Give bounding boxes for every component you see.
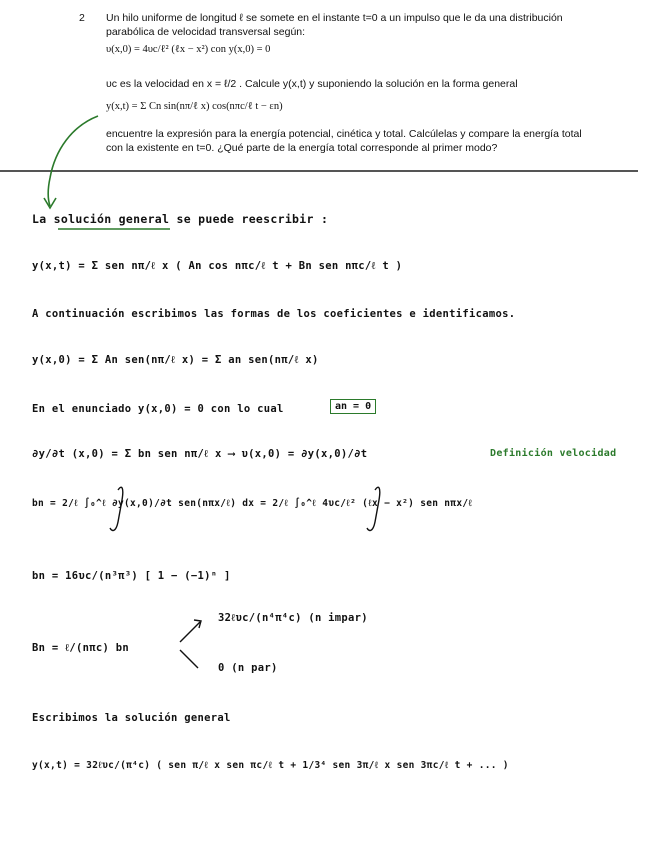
final-solution: y(x,t) = 32ℓυc/(π⁴c) ( sen π/ℓ x sen πc/ℓ t + 1/3⁴ sen 3π/ℓ x sen 3πc/ℓ t + ... ): [32, 760, 509, 771]
initial-displacement-equation: y(x,0) = Σ An sen(nπ/ℓ x) = Σ an sen(nπ/ℓ x): [32, 354, 319, 366]
problem-line-2: parabólica de velocidad transversal según:: [106, 26, 306, 38]
capital-bn-result: Bn = ℓ/(nπc) bn: [32, 642, 129, 654]
write-solution-line: Escribimos la solución general: [32, 712, 231, 724]
problem-line-4: encuentre la expresión para la energía potencial, cinética y total. Calcúlelas y compare la energía total: [106, 128, 582, 140]
general-solution: y(x,t) = Σ sen nπ/ℓ x ( An cos nπc/ℓ t + Bn sen nπc/ℓ t ): [32, 260, 403, 272]
an-zero-box: an = 0: [330, 399, 376, 414]
bn-odd-case: 32ℓυc/(n⁴π⁴c) (n impar): [218, 612, 368, 624]
problem-line-1: Un hilo uniforme de longitud ℓ se somete en el instante t=0 a un impulso que le da una distribución: [106, 12, 563, 24]
bn-integral-equation: bn = 2/ℓ ∫₀^ℓ ∂y(x,0)/∂t sen(nπx/ℓ) dx = 2/ℓ ∫₀^ℓ 4υc/ℓ² (ℓx − x²) sen nπx/ℓ: [32, 498, 473, 509]
velocity-definition-label: Definición velocidad: [490, 448, 617, 459]
intro-line: La solución general se puede reescribir :: [32, 212, 329, 226]
bn-even-case: 0 (n par): [218, 662, 278, 674]
velocity-equation: υ(x,0) = 4υc/ℓ² (ℓx − x²) con y(x,0) = 0: [106, 44, 271, 55]
coefficients-line: A continuación escribimos las formas de los coeficientes e identificamos.: [32, 308, 516, 320]
bn-result: bn = 16υc/(n³π³) [ 1 − (−1)ⁿ ]: [32, 570, 231, 582]
problem-line-5: con la existente en t=0. ¿Qué parte de la energía total corresponde al primer modo?: [106, 142, 498, 154]
problem-line-3: υc es la velocidad en x = ℓ/2 . Calcule y(x,t) y suponiendo la solución en la forma general: [106, 78, 518, 90]
statement-line: En el enunciado y(x,0) = 0 con lo cual: [32, 403, 284, 415]
problem-number: 2: [79, 12, 85, 24]
velocity-derivative-equation: ∂y/∂t (x,0) = Σ bn sen nπ/ℓ x ⟶ υ(x,0) = ∂y(x,0)/∂t: [32, 448, 368, 460]
general-form-equation: y(x,t) = Σ Cn sin(nπ/ℓ x) cos(nπc/ℓ t − εn): [106, 101, 283, 112]
